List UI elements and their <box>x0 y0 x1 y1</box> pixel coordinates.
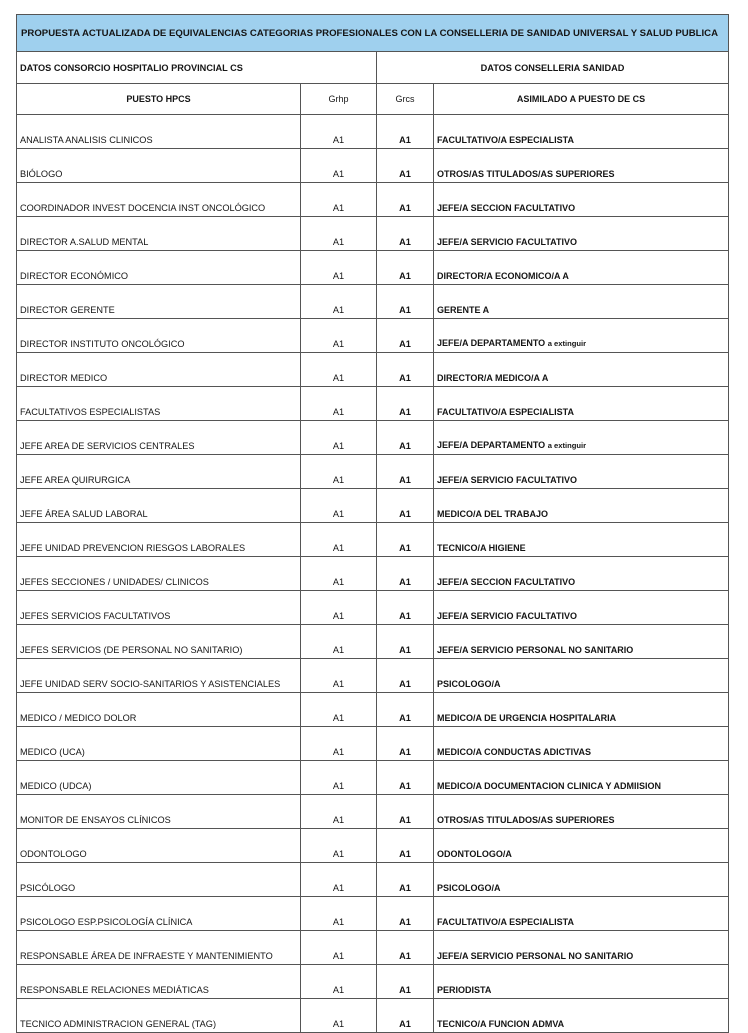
cell-grhp: A1 <box>301 455 377 489</box>
cell-grcs: A1 <box>377 149 434 183</box>
table-row <box>17 489 729 523</box>
cell-grcs: A1 <box>377 999 434 1033</box>
cell-grcs: A1 <box>377 829 434 863</box>
cell-puesto: MEDICO (UCA) <box>17 727 301 761</box>
table-row <box>17 863 729 897</box>
cell-puesto: JEFES SERVICIOS FACULTATIVOS <box>17 591 301 625</box>
asimilado-text: JEFE/A SERVICIO PERSONAL NO SANITARIO <box>437 951 634 961</box>
cell-asimilado <box>434 149 729 183</box>
col-header-asimilado: ASIMILADO A PUESTO DE CS <box>434 84 729 115</box>
table-row <box>17 965 729 999</box>
cell-asimilado <box>434 659 729 693</box>
table-row <box>17 727 729 761</box>
cell-grhp: A1 <box>301 489 377 523</box>
cell-grcs: A1 <box>377 897 434 931</box>
table-row <box>17 897 729 931</box>
cell-asimilado <box>434 489 729 523</box>
cell-grcs: A1 <box>377 319 434 353</box>
cell-grcs: A1 <box>377 115 434 149</box>
cell-asimilado <box>434 625 729 659</box>
cell-puesto: BIÓLOGO <box>17 149 301 183</box>
cell-grhp: A1 <box>301 251 377 285</box>
cell-grcs: A1 <box>377 217 434 251</box>
cell-puesto: JEFE UNIDAD SERV SOCIO-SANITARIOS Y ASISTENCIALES <box>17 659 301 693</box>
group-header-row <box>17 52 729 84</box>
cell-grcs: A1 <box>377 965 434 999</box>
cell-puesto: JEFE UNIDAD PREVENCION RIESGOS LABORALES <box>17 523 301 557</box>
cell-asimilado <box>434 523 729 557</box>
cell-puesto: ANALISTA ANALISIS CLINICOS <box>17 115 301 149</box>
asimilado-text: FACULTATIVO/A ESPECIALISTA <box>437 917 574 927</box>
column-header-row <box>17 84 729 115</box>
asimilado-text: OTROS/AS TITULADOS/AS SUPERIORES <box>437 169 615 179</box>
cell-asimilado <box>434 217 729 251</box>
table-row <box>17 387 729 421</box>
cell-grcs: A1 <box>377 251 434 285</box>
cell-asimilado <box>434 795 729 829</box>
cell-asimilado <box>434 251 729 285</box>
cell-puesto: DIRECTOR INSTITUTO ONCOLÓGICO <box>17 319 301 353</box>
cell-grhp: A1 <box>301 285 377 319</box>
cell-grhp: A1 <box>301 149 377 183</box>
cell-puesto: JEFES SERVICIOS (DE PERSONAL NO SANITARIO) <box>17 625 301 659</box>
asimilado-text: OTROS/AS TITULADOS/AS SUPERIORES <box>437 815 615 825</box>
table-row <box>17 557 729 591</box>
cell-grcs: A1 <box>377 353 434 387</box>
asimilado-text: DIRECTOR/A ECONOMICO/A A <box>437 271 569 281</box>
asimilado-text: JEFE/A SECCION FACULTATIVO <box>437 203 576 213</box>
cell-asimilado <box>434 353 729 387</box>
cell-grhp: A1 <box>301 829 377 863</box>
cell-puesto: RESPONSABLE ÁREA DE INFRAESTE Y MANTENIMIENTO <box>17 931 301 965</box>
asimilado-text: DIRECTOR/A MEDICO/A A <box>437 373 549 383</box>
cell-grhp: A1 <box>301 931 377 965</box>
asimilado-text: JEFE/A SERVICIO FACULTATIVO <box>437 237 578 247</box>
cell-grcs: A1 <box>377 455 434 489</box>
group-consorcio: DATOS CONSORCIO HOSPITALIO PROVINCIAL CS <box>17 52 377 84</box>
table-row <box>17 285 729 319</box>
cell-grcs: A1 <box>377 523 434 557</box>
cell-puesto: JEFES SECCIONES / UNIDADES/ CLINICOS <box>17 557 301 591</box>
cell-grhp: A1 <box>301 183 377 217</box>
table-row <box>17 149 729 183</box>
asimilado-text: JEFE/A SERVICIO FACULTATIVO <box>437 611 578 621</box>
cell-grcs: A1 <box>377 183 434 217</box>
table-row <box>17 115 729 149</box>
cell-grhp: A1 <box>301 625 377 659</box>
cell-asimilado <box>434 591 729 625</box>
table-row <box>17 183 729 217</box>
cell-puesto: ODONTOLOGO <box>17 829 301 863</box>
table-row <box>17 829 729 863</box>
cell-grcs: A1 <box>377 591 434 625</box>
table-row <box>17 251 729 285</box>
asimilado-text: JEFE/A SERVICIO FACULTATIVO <box>437 475 578 485</box>
cell-grcs: A1 <box>377 727 434 761</box>
table-row <box>17 217 729 251</box>
cell-puesto: PSICÓLOGO <box>17 863 301 897</box>
cell-asimilado <box>434 693 729 727</box>
document-sheet <box>16 14 728 1033</box>
asimilado-text: GERENTE A <box>437 305 490 315</box>
cell-puesto: RESPONSABLE RELACIONES MEDIÁTICAS <box>17 965 301 999</box>
table-row <box>17 319 729 353</box>
table-row <box>17 421 729 455</box>
asimilado-text: PERIODISTA <box>437 985 492 995</box>
cell-asimilado <box>434 387 729 421</box>
cell-grhp: A1 <box>301 217 377 251</box>
asimilado-text: MEDICO/A DE URGENCIA HOSPITALARIA <box>437 713 617 723</box>
cell-puesto: FACULTATIVOS ESPECIALISTAS <box>17 387 301 421</box>
cell-puesto: MEDICO (UDCA) <box>17 761 301 795</box>
cell-grhp: A1 <box>301 319 377 353</box>
asimilado-text: MEDICO/A DEL TRABAJO <box>437 509 549 519</box>
cell-grhp: A1 <box>301 897 377 931</box>
cell-asimilado <box>434 829 729 863</box>
table-row <box>17 795 729 829</box>
cell-grcs: A1 <box>377 421 434 455</box>
asimilado-text: JEFE/A DEPARTAMENTO <box>437 440 546 450</box>
cell-grhp: A1 <box>301 421 377 455</box>
cell-puesto: DIRECTOR ECONÓMICO <box>17 251 301 285</box>
col-header-grcs: Grcs <box>377 84 434 115</box>
col-header-puesto: PUESTO HPCS <box>17 84 301 115</box>
cell-grcs: A1 <box>377 795 434 829</box>
asimilado-text: JEFE/A DEPARTAMENTO <box>437 338 546 348</box>
group-conselleria: DATOS CONSELLERIA SANIDAD <box>377 52 729 84</box>
cell-grcs: A1 <box>377 387 434 421</box>
asimilado-text: JEFE/A SECCION FACULTATIVO <box>437 577 576 587</box>
col-header-grhp: Grhp <box>301 84 377 115</box>
cell-grhp: A1 <box>301 557 377 591</box>
cell-grcs: A1 <box>377 693 434 727</box>
cell-asimilado <box>434 727 729 761</box>
cell-puesto: JEFE ÁREA SALUD LABORAL <box>17 489 301 523</box>
cell-asimilado <box>434 115 729 149</box>
cell-grcs: A1 <box>377 489 434 523</box>
table-row <box>17 931 729 965</box>
cell-asimilado <box>434 319 729 353</box>
cell-grhp: A1 <box>301 863 377 897</box>
table-row <box>17 353 729 387</box>
table-row <box>17 591 729 625</box>
asimilado-text: PSICOLOGO/A <box>437 883 501 893</box>
asimilado-text: ODONTOLOGO/A <box>437 849 512 859</box>
cell-puesto: MONITOR DE ENSAYOS CLÍNICOS <box>17 795 301 829</box>
cell-asimilado <box>434 965 729 999</box>
cell-asimilado <box>434 557 729 591</box>
cell-grhp: A1 <box>301 999 377 1033</box>
cell-asimilado <box>434 999 729 1033</box>
cell-grcs: A1 <box>377 285 434 319</box>
asimilado-extra-note: a extinguir <box>547 339 587 348</box>
asimilado-extra-note: a extinguir <box>547 441 587 450</box>
cell-puesto: TECNICO ADMINISTRACION GENERAL (TAG) <box>17 999 301 1033</box>
cell-puesto: JEFE AREA DE SERVICIOS CENTRALES <box>17 421 301 455</box>
cell-grhp: A1 <box>301 693 377 727</box>
cell-asimilado <box>434 897 729 931</box>
asimilado-text: TECNICO/A FUNCION ADMVA <box>437 1019 565 1029</box>
asimilado-text: MEDICO/A CONDUCTAS ADICTIVAS <box>437 747 591 757</box>
cell-asimilado <box>434 931 729 965</box>
cell-asimilado <box>434 761 729 795</box>
asimilado-text: FACULTATIVO/A ESPECIALISTA <box>437 407 574 417</box>
cell-asimilado <box>434 285 729 319</box>
asimilado-text: FACULTATIVO/A ESPECIALISTA <box>437 135 574 145</box>
cell-grhp: A1 <box>301 761 377 795</box>
title-row <box>17 15 729 52</box>
cell-puesto: COORDINADOR INVEST DOCENCIA INST ONCOLÓGICO <box>17 183 301 217</box>
table-row <box>17 999 729 1033</box>
cell-grhp: A1 <box>301 965 377 999</box>
table-row <box>17 761 729 795</box>
cell-puesto: PSICOLOGO ESP.PSICOLOGÍA CLÍNICA <box>17 897 301 931</box>
cell-grcs: A1 <box>377 863 434 897</box>
asimilado-text: JEFE/A SERVICIO PERSONAL NO SANITARIO <box>437 645 634 655</box>
cell-asimilado <box>434 455 729 489</box>
cell-grhp: A1 <box>301 795 377 829</box>
cell-grcs: A1 <box>377 761 434 795</box>
cell-grhp: A1 <box>301 115 377 149</box>
asimilado-text: MEDICO/A DOCUMENTACION CLINICA Y ADMIISION <box>437 781 662 791</box>
cell-grcs: A1 <box>377 625 434 659</box>
table-row <box>17 625 729 659</box>
table-row <box>17 523 729 557</box>
document-title: PROPUESTA ACTUALIZADA DE EQUIVALENCIAS CATEGORIAS PROFESIONALES CON LA CONSELLERIA DE SANIDAD UNIVERSAL Y SALUD PUBLICA <box>17 15 729 52</box>
cell-grhp: A1 <box>301 659 377 693</box>
table-row <box>17 659 729 693</box>
cell-grhp: A1 <box>301 727 377 761</box>
cell-puesto: DIRECTOR A.SALUD MENTAL <box>17 217 301 251</box>
cell-grhp: A1 <box>301 523 377 557</box>
cell-asimilado <box>434 863 729 897</box>
cell-grcs: A1 <box>377 659 434 693</box>
equivalences-table <box>16 14 729 1033</box>
cell-grhp: A1 <box>301 591 377 625</box>
cell-asimilado <box>434 183 729 217</box>
asimilado-text: PSICOLOGO/A <box>437 679 501 689</box>
cell-puesto: JEFE AREA QUIRURGICA <box>17 455 301 489</box>
table-row <box>17 693 729 727</box>
cell-puesto: DIRECTOR GERENTE <box>17 285 301 319</box>
cell-puesto: MEDICO / MEDICO DOLOR <box>17 693 301 727</box>
cell-grhp: A1 <box>301 387 377 421</box>
cell-puesto: DIRECTOR MEDICO <box>17 353 301 387</box>
table-row <box>17 455 729 489</box>
cell-asimilado <box>434 421 729 455</box>
cell-grhp: A1 <box>301 353 377 387</box>
cell-grcs: A1 <box>377 557 434 591</box>
cell-grcs: A1 <box>377 931 434 965</box>
asimilado-text: TECNICO/A HIGIENE <box>437 543 526 553</box>
